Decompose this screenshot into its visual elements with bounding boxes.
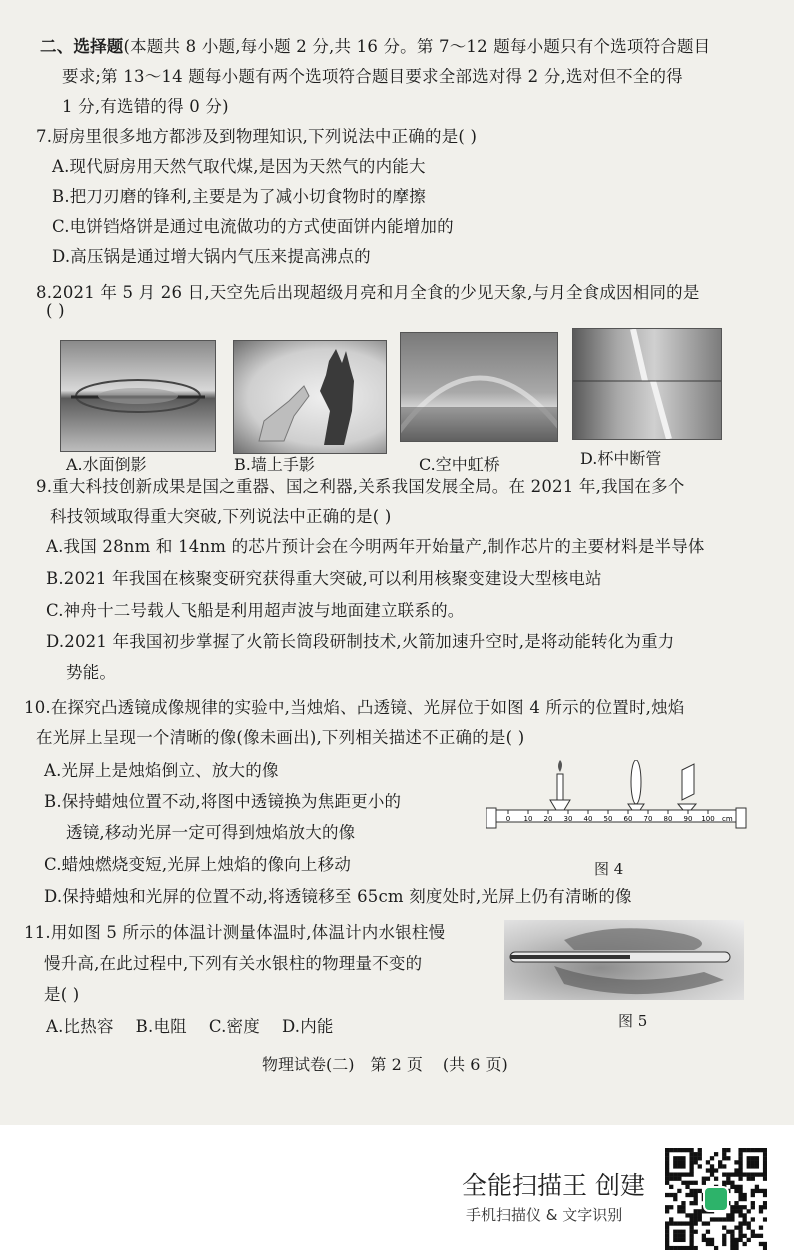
q8-caption-b: B.墙上手影: [234, 455, 315, 474]
candle-icon: [550, 760, 570, 810]
ruler-tick-label: 50: [603, 815, 613, 823]
q9-option-b: B.2021 年我国在核聚变研究获得重大突破,可以利用核聚变建设大型核电站: [46, 569, 602, 588]
q8-stem-1: 8.2021 年 5 月 26 日,天空先后出现超级月亮和月全食的少见天象,与月全食成因相同的是: [36, 283, 700, 302]
page-footer: [262, 1052, 508, 1075]
q7-option-d: D.高压锅是通过增大锅内气压来提高沸点的: [52, 247, 371, 266]
footer-page: 第 2 页: [370, 1055, 423, 1074]
q7-option-a: A.现代厨房用天然气取代煤,是因为天然气的内能大: [52, 157, 426, 176]
section-intro-line-2: 要求;第 13～14 题每小题有两个选项符合题目要求全部选对得 2 分,选对但不全的得: [62, 67, 683, 86]
water-reflection-photo: [60, 340, 216, 452]
ruler-tick-label: 90: [683, 815, 693, 823]
scanner-app-logo-icon: [704, 1187, 728, 1211]
section-heading: 二、选择题: [40, 37, 124, 56]
q11-option-c: C.密度: [208, 1017, 260, 1036]
q9-option-c: C.神舟十二号载人飞船是利用超声波与地面建立联系的。: [46, 601, 465, 620]
q9-stem-1: 9.重大科技创新成果是国之重器、国之利器,关系我国发展全局。在 2021 年,我国在多个: [36, 477, 685, 496]
q7-stem: 7.厨房里很多地方都涉及到物理知识,下列说法中正确的是( ): [36, 127, 478, 146]
footer-paper: 物理试卷(二): [262, 1055, 355, 1074]
q11-options: [46, 1016, 334, 1038]
ruler-tick-label: 40: [583, 815, 593, 823]
section-intro-line-3: 1 分,有选错的得 0 分): [62, 97, 229, 116]
q10-option-b-cont: 透镜,移动光屏一定可得到烛焰放大的像: [66, 823, 356, 842]
figure-4-caption: 图 4: [594, 860, 624, 878]
footer-total: (共 6 页): [442, 1055, 508, 1074]
q11-option-b: B.电阻: [135, 1017, 187, 1036]
hand-shadow-photo: [233, 340, 387, 454]
q8-caption-d: D.杯中断管: [580, 449, 662, 468]
convex-lens-icon: [628, 760, 644, 810]
ruler-unit: cm: [722, 815, 733, 823]
section-intro-line-1: [40, 36, 710, 58]
q8-stem-2: ( ): [46, 301, 65, 320]
ruler-tick-label: 80: [663, 815, 673, 823]
q9-option-d: D.2021 年我国初步掌握了火箭长筒段研制技术,火箭加速升空时,是将动能转化为重力: [46, 632, 675, 651]
qr-code-icon[interactable]: [665, 1148, 767, 1250]
q10-option-c: C.蜡烛燃烧变短,光屏上烛焰的像向上移动: [44, 855, 352, 874]
q9-stem-2: 科技领域取得重大突破,下列说法中正确的是( ): [50, 507, 392, 526]
ruler-tick-label: 20: [543, 815, 553, 823]
q10-stem-2: 在光屏上呈现一个清晰的像(像未画出),下列相关描述不正确的是( ): [36, 728, 525, 747]
section-intro-text: (本题共 8 小题,每小题 2 分,共 16 分。第 7～12 题每小题只有个选项符合题目: [123, 37, 711, 56]
q7-option-c: C.电饼铛烙饼是通过电流做功的方式使面饼内能增加的: [52, 217, 454, 236]
rainbow-photo: [400, 332, 558, 442]
q8-caption-a: A.水面倒影: [66, 455, 147, 474]
watermark-subtitle: 手机扫描仪 & 文字识别: [466, 1206, 623, 1224]
ruler-tick-label: 60: [623, 815, 633, 823]
optical-bench-figure: [486, 760, 748, 842]
q7-option-b: B.把刀刃磨的锋利,主要是为了减小切食物时的摩擦: [52, 187, 426, 206]
q10-option-b: B.保持蜡烛位置不动,将图中透镜换为焦距更小的: [44, 792, 402, 811]
ruler-tick-label: 10: [523, 815, 533, 823]
ruler-tick-label: 0: [505, 815, 511, 823]
q9-option-d-cont: 势能。: [66, 663, 117, 682]
q9-option-a: A.我国 28nm 和 14nm 的芯片预计会在今明两年开始量产,制作芯片的主要材料是半导体: [46, 537, 705, 556]
q8-caption-c: C.空中虹桥: [419, 455, 500, 474]
q11-option-a: A.比热容: [46, 1017, 114, 1036]
ruler-tick-label: 70: [643, 815, 653, 823]
q11-stem-3: 是( ): [44, 985, 80, 1004]
light-screen-icon: [678, 764, 696, 810]
q11-stem-2: 慢升高,在此过程中,下列有关水银柱的物理量不变的: [44, 954, 423, 973]
ruler-tick-label: 30: [563, 815, 573, 823]
ruler-tick-label: 100: [701, 815, 715, 823]
q11-stem-1: 11.用如图 5 所示的体温计测量体温时,体温计内水银柱慢: [24, 923, 446, 942]
q10-stem-1: 10.在探究凸透镜成像规律的实验中,当烛焰、凸透镜、光屏位于如图 4 所示的位置时,烛焰: [24, 698, 685, 717]
thermometer-photo: [504, 920, 744, 1000]
q10-option-a: A.光屏上是烛焰倒立、放大的像: [44, 761, 279, 780]
bent-straw-photo: [572, 328, 722, 440]
q10-option-d: D.保持蜡烛和光屏的位置不动,将透镜移至 65cm 刻度处时,光屏上仍有清晰的像: [44, 887, 632, 906]
figure-5-caption: 图 5: [618, 1012, 648, 1030]
watermark-title: 全能扫描王 创建: [462, 1171, 645, 1200]
q11-option-d: D.内能: [281, 1017, 334, 1036]
